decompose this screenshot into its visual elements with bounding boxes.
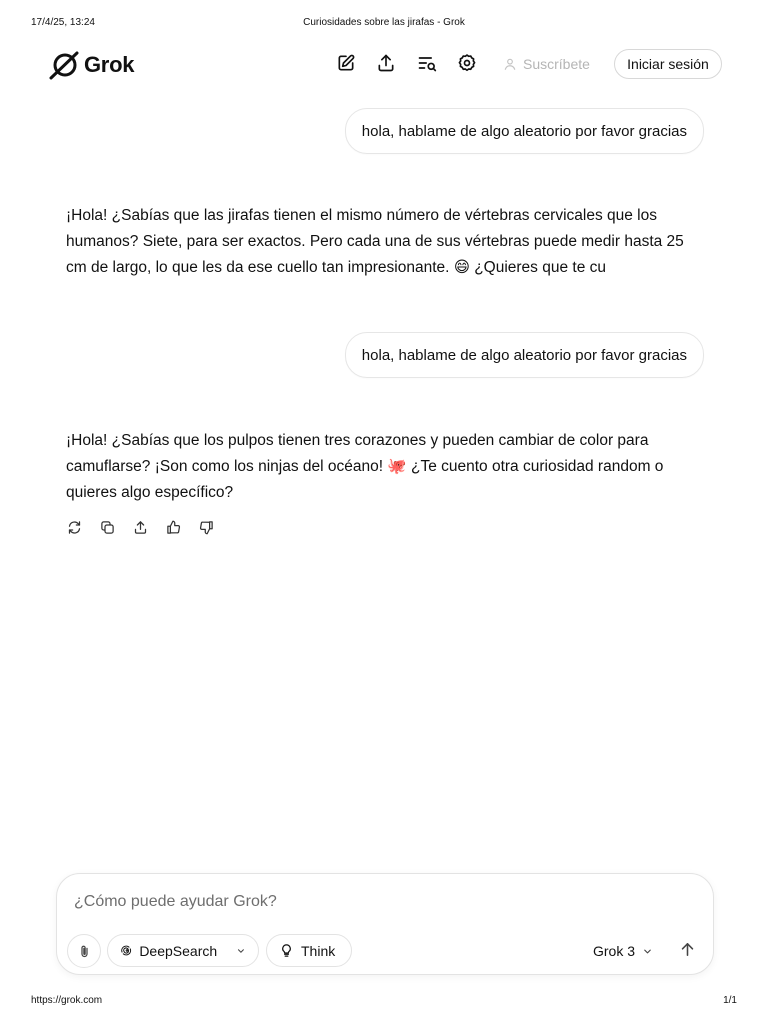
history-search-icon (417, 53, 437, 73)
grok-logo[interactable] (48, 49, 134, 81)
thumbs-up-button[interactable] (163, 517, 183, 537)
user-icon (503, 57, 517, 71)
copy-icon (100, 520, 115, 535)
subscribe-label: Suscríbete (523, 56, 590, 72)
model-selector[interactable] (593, 940, 653, 962)
think-label: Think (301, 942, 336, 959)
share-message-button[interactable] (130, 517, 150, 537)
assistant-message: ¡Hola! ¿Sabías que las jirafas tienen el mismo número de vértebras cervicales que los humanos? Siete, para ser exactos. Pero cada una de sus vértebras puede medir hasta 25 cm de largo, lo que les da ese cuello tan impresionante. 😄 ¿Quieres que te cu (66, 207, 684, 276)
share-button[interactable] (374, 51, 398, 75)
copy-button[interactable] (97, 517, 117, 537)
send-button[interactable] (674, 936, 700, 962)
top-bar (0, 46, 768, 82)
print-header (0, 17, 768, 31)
prompt-input[interactable] (74, 890, 674, 914)
regenerate-button[interactable] (64, 517, 84, 537)
regenerate-icon (67, 520, 82, 535)
logo-text: Grok (84, 52, 135, 77)
new-chat-button[interactable] (334, 51, 358, 75)
deepsearch-button[interactable] (107, 934, 259, 967)
print-page-number: 1/1 (723, 995, 737, 1006)
chevron-down-icon (236, 945, 246, 957)
share-icon (376, 53, 396, 73)
subscribe-button[interactable] (503, 53, 590, 75)
thumbs-down-icon (199, 520, 214, 535)
paperclip-icon (77, 944, 92, 959)
print-url: https://grok.com (31, 995, 103, 1006)
chevron-down-icon (642, 946, 653, 957)
user-message: hola, hablame de algo aleatorio por favor gracias (345, 108, 704, 154)
thumbs-down-button[interactable] (196, 517, 216, 537)
model-label: Grok 3 (593, 943, 636, 959)
attach-button[interactable] (67, 934, 101, 968)
settings-icon (457, 53, 477, 73)
assistant-message: ¡Hola! ¿Sabías que los pulpos tienen tres corazones y pueden cambiar de color para camuflarse? ¡Son como los ninjas del océano! 🐙 ¿Te cuento otra curiosidad random o quieres algo específico? (66, 432, 664, 501)
message-actions (64, 517, 216, 537)
think-button[interactable] (266, 934, 352, 967)
settings-button[interactable] (455, 51, 479, 75)
share-icon (133, 520, 148, 535)
grok-logo-icon (48, 49, 80, 81)
lightbulb-icon (279, 943, 294, 958)
arrow-up-icon (679, 941, 696, 958)
deepsearch-label: DeepSearch (139, 942, 218, 959)
print-footer (0, 995, 768, 1009)
history-search-button[interactable] (415, 51, 439, 75)
thumbs-up-icon (166, 520, 181, 535)
deepsearch-icon (120, 943, 132, 958)
user-message: hola, hablame de algo aleatorio por favor gracias (345, 332, 704, 378)
login-button[interactable]: Iniciar sesión (614, 49, 722, 79)
print-datetime: 17/4/25, 13:24 (31, 17, 95, 28)
new-chat-icon (336, 53, 356, 73)
print-title: Curiosidades sobre las jirafas - Grok (303, 17, 465, 28)
composer (56, 873, 714, 975)
